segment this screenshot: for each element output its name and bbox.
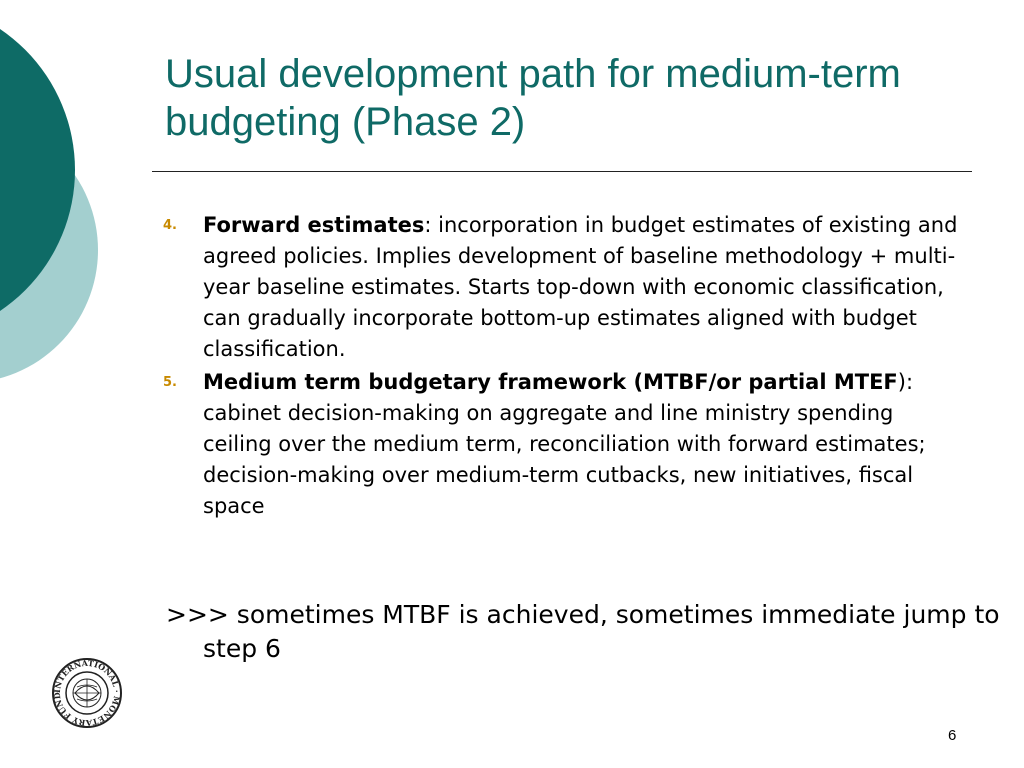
list-item xyxy=(163,367,968,522)
title-divider xyxy=(152,171,972,172)
list-item-text: ): cabinet decision-making on aggregate and line ministry spending ceiling over the medium term, reconciliation with forward estimates; decision-making over medium-term cutbacks, new initiatives, fiscal space xyxy=(203,370,926,518)
list-item-term: Medium term budgetary framework (MTBF/or partial MTEF xyxy=(203,370,898,394)
svg-text:INTERNATIONAL · MONETARY FUND: INTERNATIONAL · MONETARY FUND xyxy=(51,657,123,729)
numbered-list xyxy=(163,210,968,524)
list-item-term: Forward estimates xyxy=(203,213,425,237)
list-item-number: 4. xyxy=(163,218,177,233)
list-item-number: 5. xyxy=(163,375,177,390)
slide-note: >>> sometimes MTBF is achieved, sometimes immediate jump to step 6 xyxy=(166,600,1000,663)
list-item-text: : incorporation in budget estimates of existing and agreed policies. Implies development of baseline methodology + multi-year baseline estimates. Starts top-down with economic classification, can gradually incorporate bottom-up estimates aligned with budget classification. xyxy=(203,213,958,361)
decorative-circles xyxy=(0,0,110,400)
list-item xyxy=(163,210,968,365)
slide-title: Usual development path for medium-term budgeting (Phase 2) xyxy=(165,52,901,144)
page-number: 6 xyxy=(948,727,957,744)
imf-seal-logo xyxy=(51,657,123,729)
